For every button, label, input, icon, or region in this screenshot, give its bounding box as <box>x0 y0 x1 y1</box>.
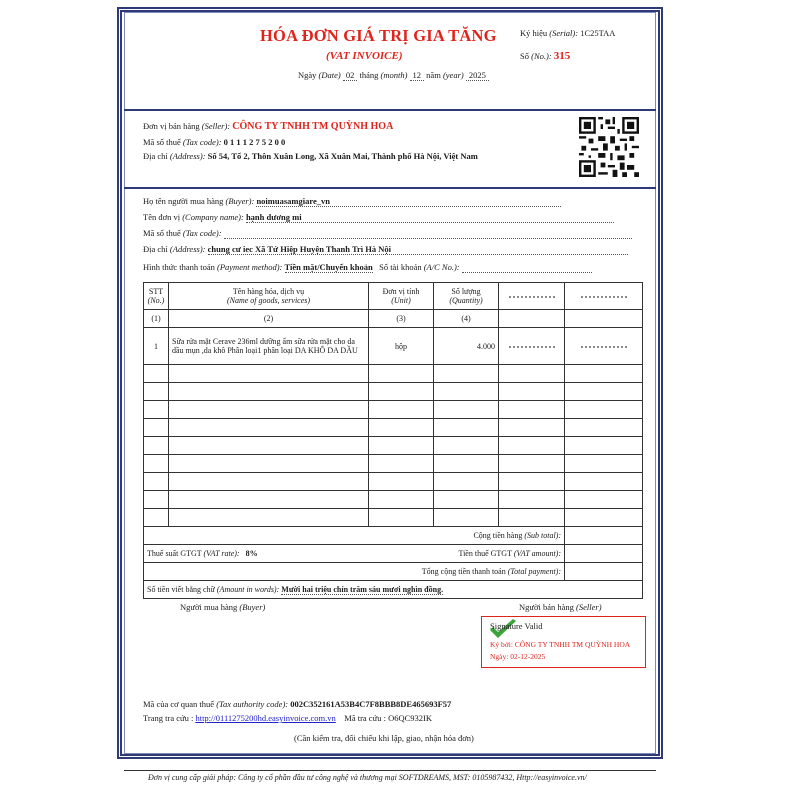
amount-in-words: Mười hai triệu chín trăm sáu mươi nghìn đồng. <box>281 584 444 594</box>
invoice-title: HÓA ĐƠN GIÁ TRỊ GIA TĂNG <box>260 26 497 45</box>
seller-address: Số 54, Tổ 2, Thôn Xuân Long, Xã Xuân Mai, Thành phố Hà Nội, Việt Nam <box>207 151 478 161</box>
check-note: (Cần kiểm tra, đối chiếu khi lập, giao, nhận hóa đơn) <box>294 733 474 743</box>
column-header: Đơn vị tính (Unit) <box>369 283 434 310</box>
lookup-row: Trang tra cứu : http://0111275200hd.easyinvoice.com.vn Mã tra cứu : O6QC932IK <box>143 713 432 723</box>
buyer-signature-label: Người mua hàng (Buyer) <box>180 602 266 612</box>
table-row <box>144 365 643 383</box>
qr-code-icon <box>579 117 639 177</box>
table-row <box>144 401 643 419</box>
buyer-name-row: Họ tên người mua hàng (Buyer): noimuasamgiare_vn <box>143 196 561 207</box>
items-table <box>143 282 643 599</box>
buyer-tax-row: Mã số thuế (Tax code): <box>143 228 632 239</box>
invoice-subtitle: (VAT INVOICE) <box>326 50 403 62</box>
column-header-blurred <box>499 283 565 310</box>
tax-authority-row: Mã của cơ quan thuế (Tax authority code): 002C352161A53B4C7F8BBB8DE465693F57 <box>143 699 452 709</box>
table-row <box>144 328 643 365</box>
buyer-company: hạnh dương mi <box>246 212 614 223</box>
column-number: (3) <box>369 310 434 328</box>
buyer-company-row: Tên đơn vị (Company name): hạnh dương mi <box>143 212 614 223</box>
buyer-tax-code <box>224 228 632 239</box>
footer-divider <box>124 770 656 771</box>
signed-by: Ký bởi: CÔNG TY TNHH TM QUỲNH HOA <box>490 640 631 649</box>
divider <box>124 109 656 111</box>
amount-words-row: Số tiền viết bằng chữ (Amount in words): Mười hai triệu chín trăm sáu mươi nghìn đồng. <box>144 581 643 599</box>
buyer-address-row: Địa chỉ (Address): chung cư iec Xã Tứ Hiệp Huyện Thanh Trì Hà Nội <box>143 244 628 255</box>
vat-rate: 8% <box>245 549 258 558</box>
column-header: STT (No.) <box>144 283 169 310</box>
total-row: Tổng cộng tiền thanh toán (Total payment): <box>144 563 643 581</box>
subtotal-value <box>565 527 643 545</box>
table-row <box>144 473 643 491</box>
payment-method: Tiền mặt/Chuyển khoản <box>284 262 373 272</box>
lookup-code: O6QC932IK <box>388 713 432 723</box>
signed-date: Ngày: 02-12-2025 <box>490 652 546 661</box>
column-number: (4) <box>434 310 499 328</box>
item-quantity: 4.000 <box>434 328 499 365</box>
invoice-number: Số (No.): 315 <box>520 50 571 62</box>
table-row <box>144 455 643 473</box>
item-name: Sữa rửa mặt Cerave 236ml dưỡng ẩm sữa rửa mặt cho da dầu mụn ,da khô Phân loại1 phân loại DA KHÔ DA DẦU <box>169 328 369 365</box>
item-price-blurred <box>499 328 565 365</box>
seller-signature-label: Người bán hàng (Seller) <box>519 602 602 612</box>
buyer-address: chung cư iec Xã Tứ Hiệp Huyện Thanh Trì Hà Nội <box>208 244 628 255</box>
column-number: (1) <box>144 310 169 328</box>
account-number <box>462 262 592 273</box>
seller-name: CÔNG TY TNHH TM QUỲNH HOA <box>232 121 394 132</box>
invoice-date: Ngày (Date) 02 tháng (month) 12 năm (year) 2025 <box>298 70 489 80</box>
payment-row: Hình thức thanh toán (Payment method): Tiền mặt/Chuyển khoản Số tài khoản (A/C No.): <box>143 262 592 273</box>
vat-row: Thuế suất GTGT (VAT rate): 8% Tiền thuế GTGT (VAT amount): <box>144 545 643 563</box>
item-no: 1 <box>144 328 169 365</box>
seller-tax-code: 0 1 1 1 2 7 5 2 0 0 <box>223 137 286 147</box>
tax-authority-code: 002C352161A53B4C7F8BBB8DE465693F57 <box>290 699 452 709</box>
column-header: Tên hàng hóa, dịch vụ (Name of goods, services) <box>169 283 369 310</box>
vat-amount-value <box>565 545 643 563</box>
table-row <box>144 419 643 437</box>
table-row <box>144 383 643 401</box>
table-header-row <box>144 283 643 310</box>
buyer-name: noimuasamgiare_vn <box>256 196 561 207</box>
seller-name-row: Đơn vị bán hàng (Seller): CÔNG TY TNHH TM QUỲNH HOA <box>143 121 394 132</box>
seller-address-row: Địa chỉ (Address): Số 54, Tổ 2, Thôn Xuân Long, Xã Xuân Mai, Thành phố Hà Nội, Việt Nam <box>143 151 478 161</box>
column-header: Số lượng (Quantity) <box>434 283 499 310</box>
invoice-serial: Ký hiệu (Serial): 1C25TAA <box>520 28 616 38</box>
digital-signature-box <box>481 616 646 668</box>
seller-tax-row: Mã số thuế (Tax code): 0 1 1 1 2 7 5 2 0 0 <box>143 137 286 147</box>
lookup-link[interactable]: http://0111275200hd.easyinvoice.com.vn <box>195 713 336 723</box>
table-row <box>144 509 643 527</box>
subtotal-row: Cộng tiền hàng (Sub total): <box>144 527 643 545</box>
item-amount-blurred <box>565 328 643 365</box>
column-number: (2) <box>169 310 369 328</box>
footer-text: Đơn vị cung cấp giải pháp: Công ty cổ phần đầu tư công nghệ và thương mại SOFTDREAMS, MST: 0105987432, Http://easyinvoice.vn/ <box>148 773 587 782</box>
divider <box>124 187 656 189</box>
total-value <box>565 563 643 581</box>
signature-valid-text: Signature Valid <box>490 621 543 631</box>
table-row <box>144 437 643 455</box>
column-header-blurred <box>565 283 643 310</box>
column-number-row <box>144 310 643 328</box>
item-unit: hộp <box>369 328 434 365</box>
table-row <box>144 491 643 509</box>
